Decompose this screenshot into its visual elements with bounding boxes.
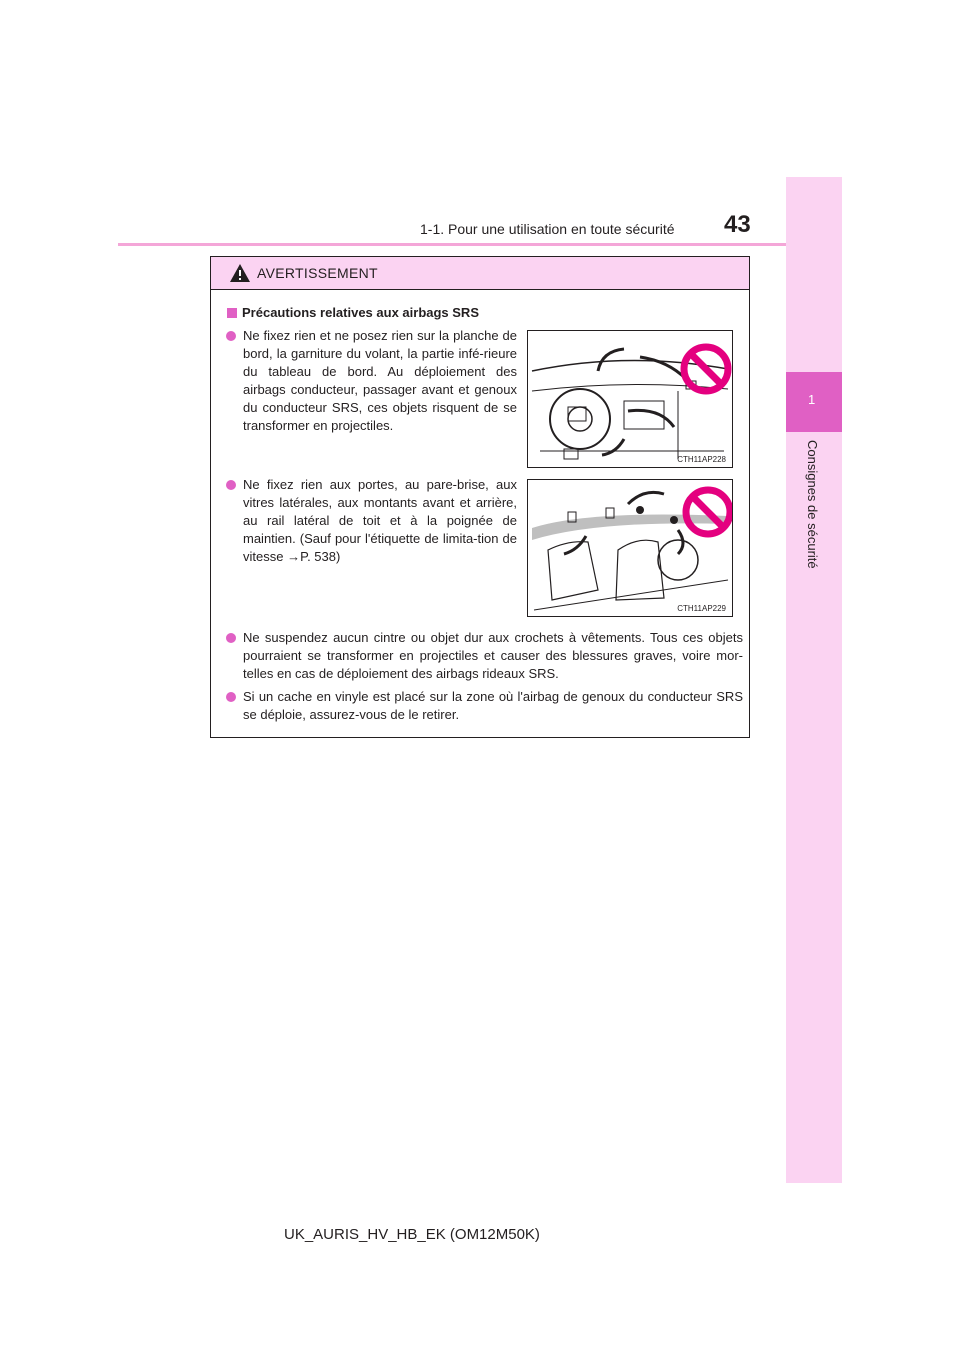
bullet-text: Ne fixez rien et ne posez rien sur la planche de bord, la garniture du volant, la partie infé-rieure du tableau de bord. Au déploiement des airbags conducteur, passager avant et genoux du conducteur SRS, ces objets risquent de se transformer en projectiles.: [243, 328, 517, 433]
bullet-dot-icon: [226, 633, 236, 643]
footer-model-code: UK_AURIS_HV_HB_EK (OM12M50K): [284, 1226, 540, 1243]
warning-header: [211, 257, 749, 290]
page-number: 43: [724, 211, 751, 238]
bullet-text: Si un cache en vinyle est placé sur la zone où l'airbag de genoux du conducteur SRS se déploie, assurez-vous de le retirer.: [243, 689, 743, 722]
chapter-number: 1: [808, 392, 816, 407]
illustration-dashboard: [527, 330, 733, 468]
header-section-title: 1-1. Pour une utilisation en toute sécurité: [420, 221, 675, 237]
prohibited-icon: [686, 490, 730, 534]
section-title-text: Précautions relatives aux airbags SRS: [242, 305, 479, 320]
bullet-item: [243, 476, 517, 566]
section-title: [227, 305, 479, 320]
warning-box: [210, 256, 750, 738]
bullet-dot-icon: [226, 692, 236, 702]
illustration-cabin: [527, 479, 733, 617]
bullet-item: [243, 688, 743, 724]
bullet-item: [243, 327, 517, 435]
header-divider: [118, 243, 786, 246]
warning-title: AVERTISSEMENT: [257, 265, 378, 281]
bullet-dot-icon: [226, 480, 236, 490]
illustration-code: CTH11AP228: [677, 455, 726, 464]
prohibited-icon: [684, 347, 728, 391]
dashboard-drawing: [528, 331, 732, 467]
chapter-label: Consignes de sécurité: [805, 440, 820, 569]
bullet-item: [243, 629, 743, 683]
bullet-text: Ne fixez rien aux portes, au pare-brise, aux vitres latérales, aux montants avant et arrière, au rail latéral de toit et à la poignée de maintien. (Sauf pour l'étiquette de limita-tion de vitesse →P. 538): [243, 477, 517, 564]
square-bullet-icon: [227, 308, 237, 318]
cabin-drawing: [528, 480, 732, 616]
side-tab: [786, 177, 842, 1183]
bullet-text: Ne suspendez aucun cintre ou objet dur aux crochets à vêtements. Tous ces objets pourraient se transformer en projectiles et causer des blessures graves, voire mor-telles en cas de déploiement des airbags rideaux SRS.: [243, 630, 743, 681]
bullet-dot-icon: [226, 331, 236, 341]
warning-triangle-icon: [229, 263, 251, 283]
illustration-code: CTH11AP229: [677, 604, 726, 613]
